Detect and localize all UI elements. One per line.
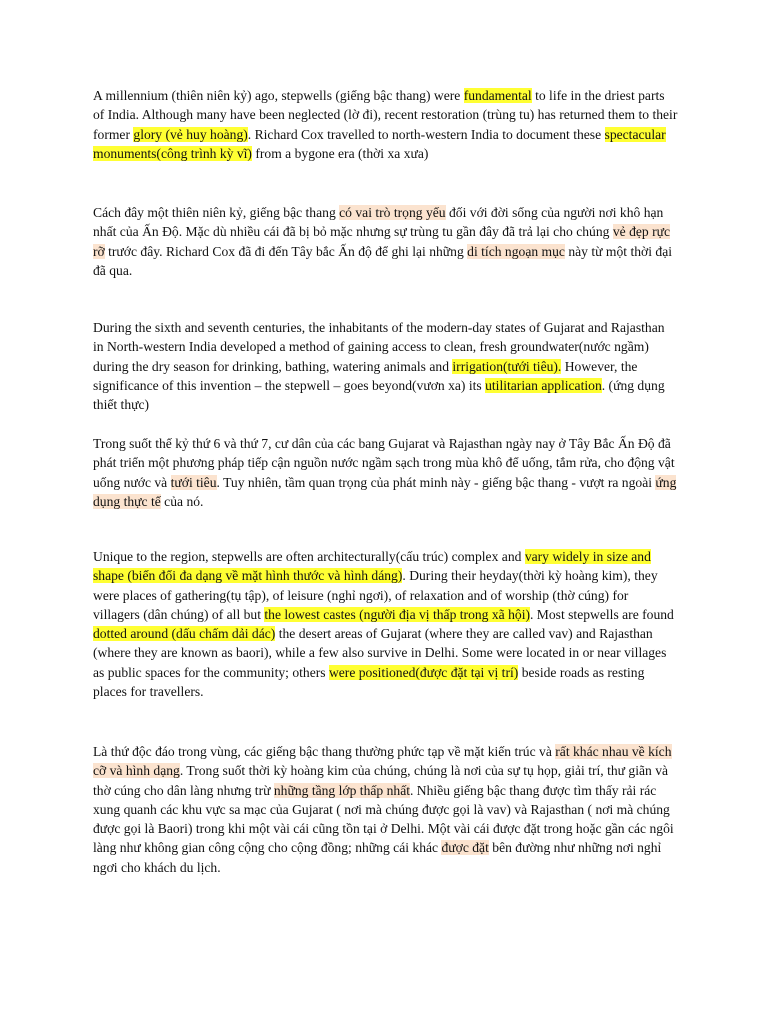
- text-segment: bên đường như những nơi nghỉ ngơi cho khách du lịch.: [93, 840, 662, 875]
- paragraph-vietnamese-3: [93, 742, 678, 877]
- highlighted-phrase: những tầng lớp thấp nhất: [273, 782, 410, 798]
- highlighted-phrase: spectacular monuments(công trình kỳ vĩ): [93, 126, 666, 161]
- highlighted-phrase: were positioned(được đặt tại vị trí): [328, 664, 519, 680]
- text-segment: . Richard Cox travelled to north-western India to document these: [247, 126, 605, 142]
- text-segment: đối với đời sống của người nơi khô hạn nhất của Ấn Độ. Mặc dù nhiều cái đã bị bỏ mặc nhưng sự trùng tu gần đây đã trả lại cho chúng: [93, 205, 664, 240]
- text-segment: However, the significance of this invention – the stepwell – goes beyond(vươn xa) its: [93, 358, 638, 393]
- paragraph-vietnamese-2: [93, 434, 678, 511]
- text-segment: to life in the driest parts of India. Although many have been neglected (lờ đi), recent restoration (trùng tu) has returned them to their former: [93, 88, 678, 142]
- highlighted-phrase: utilitarian application: [485, 377, 602, 393]
- text-segment: Unique to the region, stepwells are often architecturally(cấu trúc) complex and: [93, 549, 525, 564]
- text-segment: trước đây. Richard Cox đã đi đến Tây bắc Ấn độ để ghi lại những: [104, 243, 468, 259]
- highlighted-phrase: vary widely in size and shape (biến đổi đa dạng về mặt hình thước và hình dáng): [93, 549, 651, 584]
- highlighted-phrase: tưới tiêu: [170, 474, 217, 490]
- highlighted-phrase: irrigation(tưới tiêu).: [452, 358, 562, 374]
- highlighted-phrase: the lowest castes (người địa vị thấp trong xã hội): [264, 606, 530, 622]
- highlighted-phrase: dotted around (dấu chấm dải dác): [93, 626, 276, 642]
- paragraph-vietnamese-1: [93, 203, 678, 280]
- text-segment: the desert areas of Gujarat (where they are called vav) and Rajasthan (where they are known as baori), while a few also survive in Delhi. Some were located in or near villages as public spaces for the community; others: [93, 626, 667, 680]
- text-segment: . During their heyday(thời kỳ hoàng kim), they were places of gathering(tụ tập), of leisure (nghỉ ngơi), of relaxation and of worship (thờ cúng) for villagers (dân chúng) of all but: [93, 568, 658, 622]
- highlighted-phrase: ứng dụng thực tế: [93, 474, 677, 509]
- text-segment: A millennium (thiên niên kỷ) ago, stepwells (giếng bậc thang) were: [93, 88, 464, 103]
- highlighted-phrase: có vai trò trọng yếu: [339, 205, 446, 220]
- text-segment: . Most stepwells are found: [530, 606, 674, 622]
- highlighted-phrase: rất khác nhau về kích cỡ và hình dạng: [93, 744, 672, 779]
- text-segment: . (ứng dụng thiết thực): [93, 377, 665, 413]
- text-segment: này từ một thời đại đã qua.: [93, 243, 673, 278]
- text-segment: . Nhiều giếng bậc thang được tìm thấy rải rác xung quanh các khu vực sa mạc của Gujarat ( nơi mà chúng được gọi là vav) và Rajasthan ( nơi mà chúng được gọi là Baori) trong khi một vài cái cũng tồn tại ở Delhi. Một vài cái được đặt trong hoặc gần các ngôi làng như không gian công cộng cho cộng đồng; những cái khác: [93, 782, 674, 856]
- paragraph-english-2: [93, 318, 678, 414]
- text-segment: . Tuy nhiên, tầm quan trọng của phát minh này - giếng bậc thang - vượt ra ngoài: [216, 474, 656, 490]
- text-segment: Trong suốt thế kỷ thứ 6 và thứ 7, cư dân của các bang Gujarat và Rajasthan ngày nay ở Tây Bắc Ấn Độ đã phát triển một phương pháp tiếp cận nguồn nước ngầm sạch trong mùa khô để uống, tắm rửa, cho động vật uống nước và: [93, 436, 675, 490]
- text-segment: Là thứ độc đáo trong vùng, các giếng bậc thang thường phức tạp về mặt kiến trúc và: [93, 744, 556, 759]
- text-segment: Cách đây một thiên niên kỷ, giếng bậc thang: [93, 205, 340, 220]
- highlighted-phrase: glory (vẻ huy hoàng): [133, 126, 248, 142]
- paragraph-english-1: [93, 86, 678, 163]
- highlighted-phrase: di tích ngoạn mục: [467, 243, 565, 259]
- text-segment: . Trong suốt thời kỳ hoàng kim của chúng, chúng là nơi của sự tụ họp, giải trí, thư giãn và thờ cúng cho dân làng nhưng trừ: [93, 763, 669, 798]
- paragraph-english-3: [93, 547, 678, 701]
- highlighted-phrase: được đặt: [441, 840, 489, 856]
- highlighted-phrase: fundamental: [463, 88, 532, 103]
- highlighted-phrase: vẻ đẹp rực rỡ: [93, 224, 671, 259]
- text-segment: from a bygone era (thời xa xưa): [251, 145, 429, 161]
- text-segment: beside roads as resting places for travellers.: [93, 664, 645, 700]
- text-segment: During the sixth and seventh centuries, the inhabitants of the modern-day states of Gujarat and Rajasthan in North-western India developed a method of gaining access to clean, fresh groundwater(nước ngầm) during the dry season for drinking, bathing, watering animals and: [93, 320, 665, 374]
- text-segment: của nó.: [160, 493, 204, 509]
